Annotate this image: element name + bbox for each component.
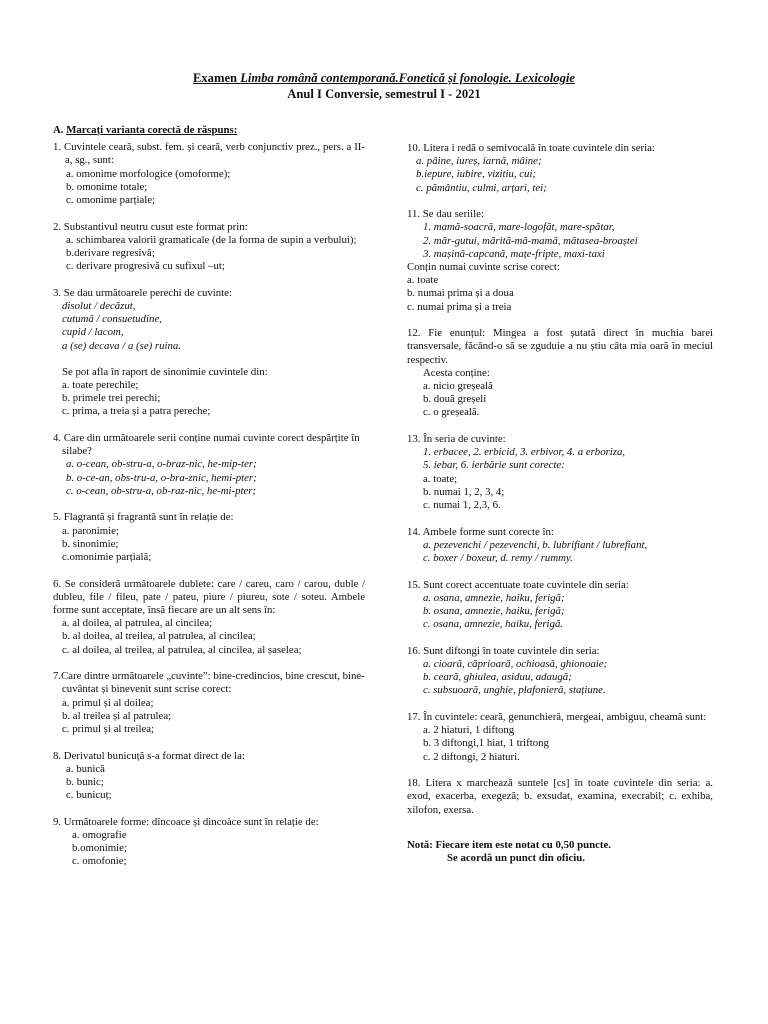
question-4-option-b: b. o-ce-an, obs-tru-a, o-bra-znic, hemi-pter; (66, 471, 257, 484)
question-11-option-b: b. numai prima și a doua (407, 287, 514, 300)
question-17-option-b: b. 3 diftongi,1 hiat, 1 triftong (423, 737, 549, 750)
question-1-option-b: b. omonime totale; (66, 180, 148, 193)
question-4 (53, 432, 365, 498)
question-7-option-b: b. al treilea și al patrulea; (62, 709, 172, 722)
question-4-option-c: c. o-cean, ob-stru-a, ob-raz-nic, he-mi-pter; (66, 484, 257, 497)
question-6-text: 6. Se consideră următoarele dublete: care / careu, caro / carou, duble / dubleu, file / fileu, pate / pateu, piure / piureu, sote / soteu. Ambele forme sunt acceptate, însă fiecare are un alt sens în: (53, 577, 365, 617)
question-17-option-c: c. 2 diftongi, 2 hiaturi. (423, 750, 520, 763)
question-2-option-a: a. schimbarea valorii gramaticale (de la forma de supin a verbului); (66, 233, 357, 246)
question-11-series-3: 3. mașină-capcană, mațe-fripte, maxi-taxi (423, 247, 605, 260)
exam-title-line-2: Anul I Conversie, semestrul I - 2021 (287, 87, 481, 101)
question-12 (407, 327, 713, 419)
question-15-option-c: c. osana, amnezie, haiku, ferigă. (423, 618, 564, 631)
question-9-option-c: c. omofonie; (72, 855, 127, 868)
question-12-option-b: b. două greșeli (423, 393, 487, 406)
question-5-option-a: a. paronimie; (62, 524, 119, 537)
right-column (407, 142, 713, 865)
question-7-option-a: a. primul și al doilea; (62, 696, 154, 709)
question-14-options-ab: a. pezevenchi / pezevenchi, b. lubrifiant / lubrefiant, (423, 538, 648, 551)
question-12-follow: Acesta conține: (423, 366, 490, 379)
question-10-option-b: b.iepure, iubire, vizitiu, cui; (416, 168, 537, 181)
question-13-series-1: 1. erbacee, 2. erbicid, 3. erbivor, 4. a erboriza, (423, 446, 626, 459)
question-16 (407, 645, 713, 698)
question-3-pair-1: disolut / decăzut, (62, 300, 136, 313)
question-11 (407, 208, 713, 314)
grading-note-line-1: Notă: Fiecare item este notat cu 0,50 puncte. (407, 838, 611, 851)
question-3 (53, 287, 365, 419)
question-8-text: 8. Derivatul bunicuță s-a format direct de la: (53, 749, 245, 762)
question-13-option-c: c. numai 1, 2,3, 6. (423, 499, 501, 512)
question-1-option-a: a. omonime morfologice (omoforme); (66, 167, 231, 180)
question-1 (53, 141, 365, 207)
question-3-text: 3. Se dau următoarele perechi de cuvinte: (53, 286, 232, 299)
question-12-option-c: c. o greșeală. (423, 406, 480, 419)
question-4-option-a: a. o-cean, ob-stru-a, o-braz-nic, he-mip-ter; (66, 458, 257, 471)
question-11-series-1: 1. mamă-soacră, mare-logofăt, mare-spătar, (423, 221, 615, 234)
question-16-option-c: c. subsuoară, unghie, plafonieră, stațiune. (423, 684, 606, 697)
question-6-option-a: a. al doilea, al patrulea, al cincilea; (62, 617, 213, 630)
question-9-text: 9. Următoarele forme: dîncoace și dincoàce sunt în relație de: (53, 815, 319, 828)
question-5 (53, 511, 365, 564)
grading-note (407, 839, 713, 865)
question-6-option-b: b. al doilea, al treilea, al patrulea, al cincilea; (62, 630, 256, 643)
question-10-text: 10. Litera i redă o semivocală în toate cuvintele din seria: (407, 142, 655, 154)
question-13-text: 13. În seria de cuvinte: (407, 433, 506, 446)
question-5-option-c: c.omonimie parțială; (62, 551, 152, 564)
question-12-text: 12. Fie enunțul: Mingea a fost șutată direct în muchia barei transversale, făcând-o să se zguduie a nu știu câta mia oară în meciul respectiv. (407, 327, 713, 366)
question-7-text: 7.Care dintre următoarele „cuvinte”: bine-credincios, bine crescut, bine-cuvântat și binevenit sunt scrise corect: (53, 670, 365, 696)
question-3-option-b: b. primele trei perechi; (62, 392, 161, 405)
question-15-option-a: a. osana, amnezie, haiku, ferigă; (423, 591, 565, 604)
question-2-option-c: c. derivare progresivă cu sufixul –ut; (66, 260, 225, 273)
question-17-option-a: a. 2 hiaturi, 1 diftong (423, 724, 515, 737)
question-4-text: 4. Care din următoarele serii conține numai cuvinte corect despărțite în silabe? (53, 432, 360, 458)
exam-subject: Limba română contemporană.Fonetică și fonologie. Lexicologie (240, 71, 575, 85)
question-9-option-b: b.omonimie; (72, 842, 127, 855)
question-11-text: 11. Se dau seriile: (407, 208, 484, 221)
question-8-option-b: b. bunic; (66, 776, 104, 789)
question-3-pair-2: cutumă / consuetudine, (62, 313, 162, 326)
question-11-follow: Conțin numai cuvinte scrise corect: (407, 261, 560, 274)
question-10-option-c: c. pământiu, culmi, arțari, tei; (416, 181, 547, 194)
question-2-option-b: b.derivare regresivă; (66, 247, 155, 260)
question-18-text: 18. Litera x marchează suntele [cs] în toate cuvintele din seria: a. exod, exacerba, exegeză; b. exsudat, examina, execrabil; c. exhiba, xilofon, exersa. (407, 777, 713, 816)
left-column (53, 124, 365, 882)
question-3-option-c: c. prima, a treia și a patra pereche; (62, 405, 211, 418)
question-14-text: 14. Ambele forme sunt corecte în: (407, 525, 554, 538)
question-12-option-a: a. nicio greșeală (423, 380, 493, 393)
question-2-text: 2. Substantivul neutru cusut este format prin: (53, 220, 248, 233)
question-3-follow: Se pot afla în raport de sinonimie cuvintele din: (62, 365, 268, 378)
section-instruction: Marcați varianta corectă de răspuns: (66, 124, 238, 136)
section-heading: A. Marcați varianta corectă de răspuns: (53, 124, 238, 136)
question-15-text: 15. Sunt corect accentuate toate cuvintele din seria: (407, 578, 629, 591)
question-1-text: 1. Cuvintele ceară, subst. fem. și ceară, verb conjunctiv prez., pers. a II-a, sg., sunt: (53, 141, 365, 167)
question-3-pair-3: cupid / lacom, (62, 326, 124, 339)
question-13 (407, 433, 713, 512)
question-13-series-2: 5. iebar, 6. ierbărie sunt corecte: (423, 459, 565, 472)
question-5-option-b: b. sinonimie; (62, 537, 119, 550)
exam-title-line-1 (0, 70, 768, 86)
question-14-options-cd: c. boxer / boxeur, d. remy / rummy. (423, 552, 573, 565)
question-14 (407, 526, 713, 566)
exam-title-prefix: Examen (192, 71, 241, 85)
question-8 (53, 750, 365, 803)
question-16-text: 16. Sunt diftongi în toate cuvintele din seria: (407, 644, 600, 657)
question-6-option-c: c. al doilea, al treilea, al patrulea, al cincilea, al șaselea; (62, 643, 302, 656)
question-2 (53, 221, 365, 274)
question-1-option-c: c. omonime parțiale; (66, 194, 156, 207)
question-8-option-c: c. bunicuț; (66, 789, 112, 802)
question-16-option-a: a. cioară, căprioară, ochioasă, ghionoaie; (423, 658, 608, 671)
question-18 (407, 777, 713, 817)
question-10-option-a: a. pâine, iureș, iarnă, mâine; (416, 155, 542, 168)
question-17-text: 17. În cuvintele: ceară, genunchieră, mergeai, ambiguu, cheamă sunt: (407, 711, 707, 724)
question-7 (53, 670, 365, 736)
question-13-option-b: b. numai 1, 2, 3, 4; (423, 485, 505, 498)
question-17 (407, 711, 713, 764)
question-7-option-c: c. primul și al treilea; (62, 723, 155, 736)
question-9 (53, 816, 365, 869)
question-10 (407, 142, 713, 195)
question-6 (53, 578, 365, 657)
question-5-text: 5. Flagrantă și fragrantă sunt în relație de: (53, 511, 234, 524)
question-15-option-b: b. osana, amnezie, haiku, ferigă; (423, 605, 565, 618)
question-8-option-a: a. bunică (66, 762, 105, 775)
question-15 (407, 579, 713, 632)
exam-title (0, 70, 768, 102)
question-11-series-2: 2. măr-gutui, mărită-mă-mamă, mătasea-broaștei (423, 234, 638, 247)
question-3-option-a: a. toate perechile; (62, 379, 139, 392)
question-9-option-a: a. omografie (72, 829, 127, 842)
grading-note-line-2: Se acordă un punct din oficiu. (447, 852, 585, 865)
question-16-option-b: b. ceară, ghiulea, asiduu, adaugă; (423, 671, 572, 684)
question-3-pair-4: a (se) decava / a (se) ruina. (62, 339, 182, 352)
question-11-option-a: a. toate (407, 274, 439, 287)
question-11-option-c: c. numai prima și a treia (407, 300, 512, 313)
question-13-option-a: a. toate; (423, 472, 458, 485)
